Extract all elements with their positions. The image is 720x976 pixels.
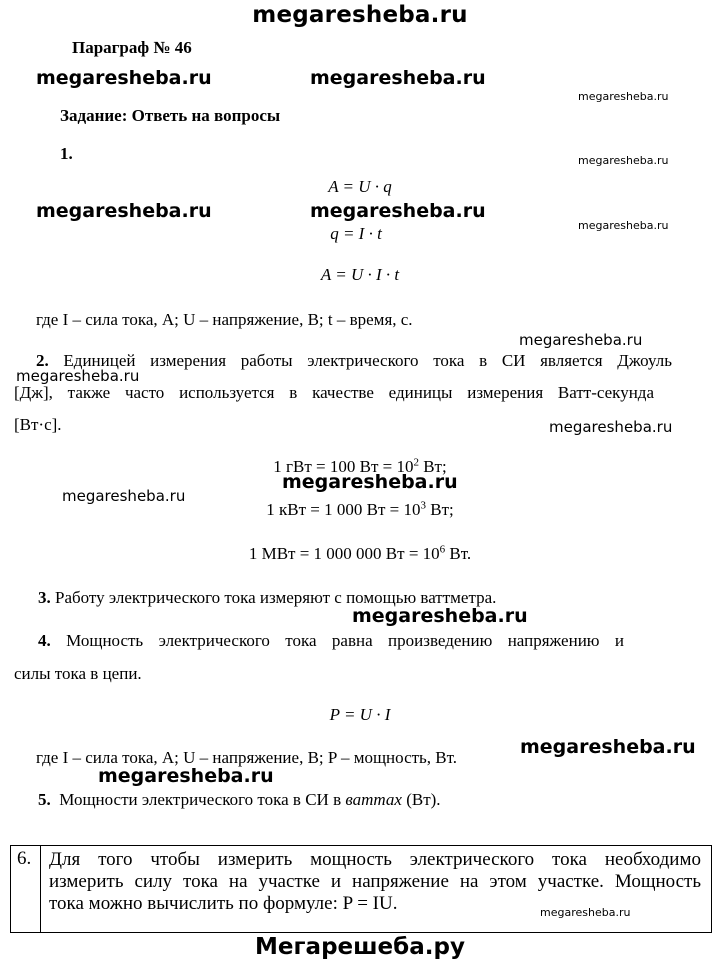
watermark: megaresheba.ru [98,765,274,787]
watermark: megaresheba.ru [520,736,696,758]
watermark: megaresheba.ru [578,90,669,103]
conv-exp: 3 [420,499,426,512]
q5-italic: ваттах [345,790,402,809]
watermark: megaresheba.ru [282,471,458,493]
formula-work-full [0,265,720,285]
q6-number: 6. [11,846,41,932]
q2-line2: [Дж], также часто используется в качестве единицы измерения Ватт-секунда [14,383,654,402]
watermark: megaresheba.ru [578,154,669,167]
q3-text: Работу электрического тока измеряют с помощью ваттметра. [55,588,497,607]
watermark: megaresheba.ru [540,906,631,919]
q3-number: 3. [38,588,51,607]
conv-text: 1 МВт = 1 000 000 Вт = 10 [248,544,440,563]
q1-number: 1. [60,144,73,163]
q6-line1: Для того чтобы измерить мощность электрического тока необходимо [49,849,701,870]
watermark: megaresheba.ru [310,200,486,222]
formula-text: q = I · t [330,224,382,243]
q5-line [38,790,441,810]
q1-note: где I – сила тока, А; U – напряжение, В; t – время, с. [36,310,413,329]
watermark: megaresheba.ru [16,367,140,385]
conv-text: 1 гВт = 100 Вт = 10 [273,457,414,476]
formula-text: P = U · I [329,705,391,724]
q4-line2: силы тока в цепи. [14,664,142,683]
formula-power [0,705,720,725]
q4-line1 [38,631,624,651]
watermark: megaresheba.ru [549,418,673,436]
q4-note: где I – сила тока, А; U – напряжение, В; P – мощность, Вт. [36,748,458,767]
q2-text: Единицей измерения работы электрического тока в СИ является Джоуль [63,351,673,370]
q6-line2: измерить силу тока на участке и напряжение на этом участке. Мощность [49,871,701,892]
q5-text: Мощности электрического тока в СИ в [59,790,346,809]
watermark: megaresheba.ru [36,67,212,89]
site-footer: Мегарешеба.ру [255,934,465,960]
watermark: megaresheba.ru [578,219,669,232]
watermark: megaresheba.ru [310,67,486,89]
conv-text: 1 кВт = 1 000 Вт = 10 [266,500,421,519]
q6-line3: тока можно вычислить по формуле: P = IU. [49,893,398,914]
q2-line3: [Вт·с]. [14,415,62,434]
task-title: Задание: Ответь на вопросы [60,106,281,125]
conv-exp: 6 [439,543,446,556]
conv-exp: 2 [413,456,419,469]
formula-text: A = U · q [328,177,392,196]
q5-tail: (Вт). [401,790,441,809]
conv-unit: Вт; [425,500,454,519]
formula-work-charge [0,177,720,197]
watermark: megaresheba.ru [36,200,212,222]
watermark: megaresheba.ru [519,331,643,349]
watermark: megaresheba.ru [352,605,528,627]
conversion-mw [0,544,720,564]
conv-unit: Вт. [445,544,472,563]
conv-unit: Вт; [418,457,447,476]
q6-answer-table [10,845,712,933]
q4-number: 4. [38,631,51,650]
formula-text: A = U · I · t [320,265,400,284]
q5-number: 5. [38,790,51,809]
q4-text: Мощность электрического тока равна произведению напряжению и [66,631,624,650]
site-header: megaresheba.ru [252,2,468,28]
q2-number: 2. [36,351,49,370]
paragraph-title: Параграф № 46 [72,38,192,57]
watermark: megaresheba.ru [62,487,186,505]
